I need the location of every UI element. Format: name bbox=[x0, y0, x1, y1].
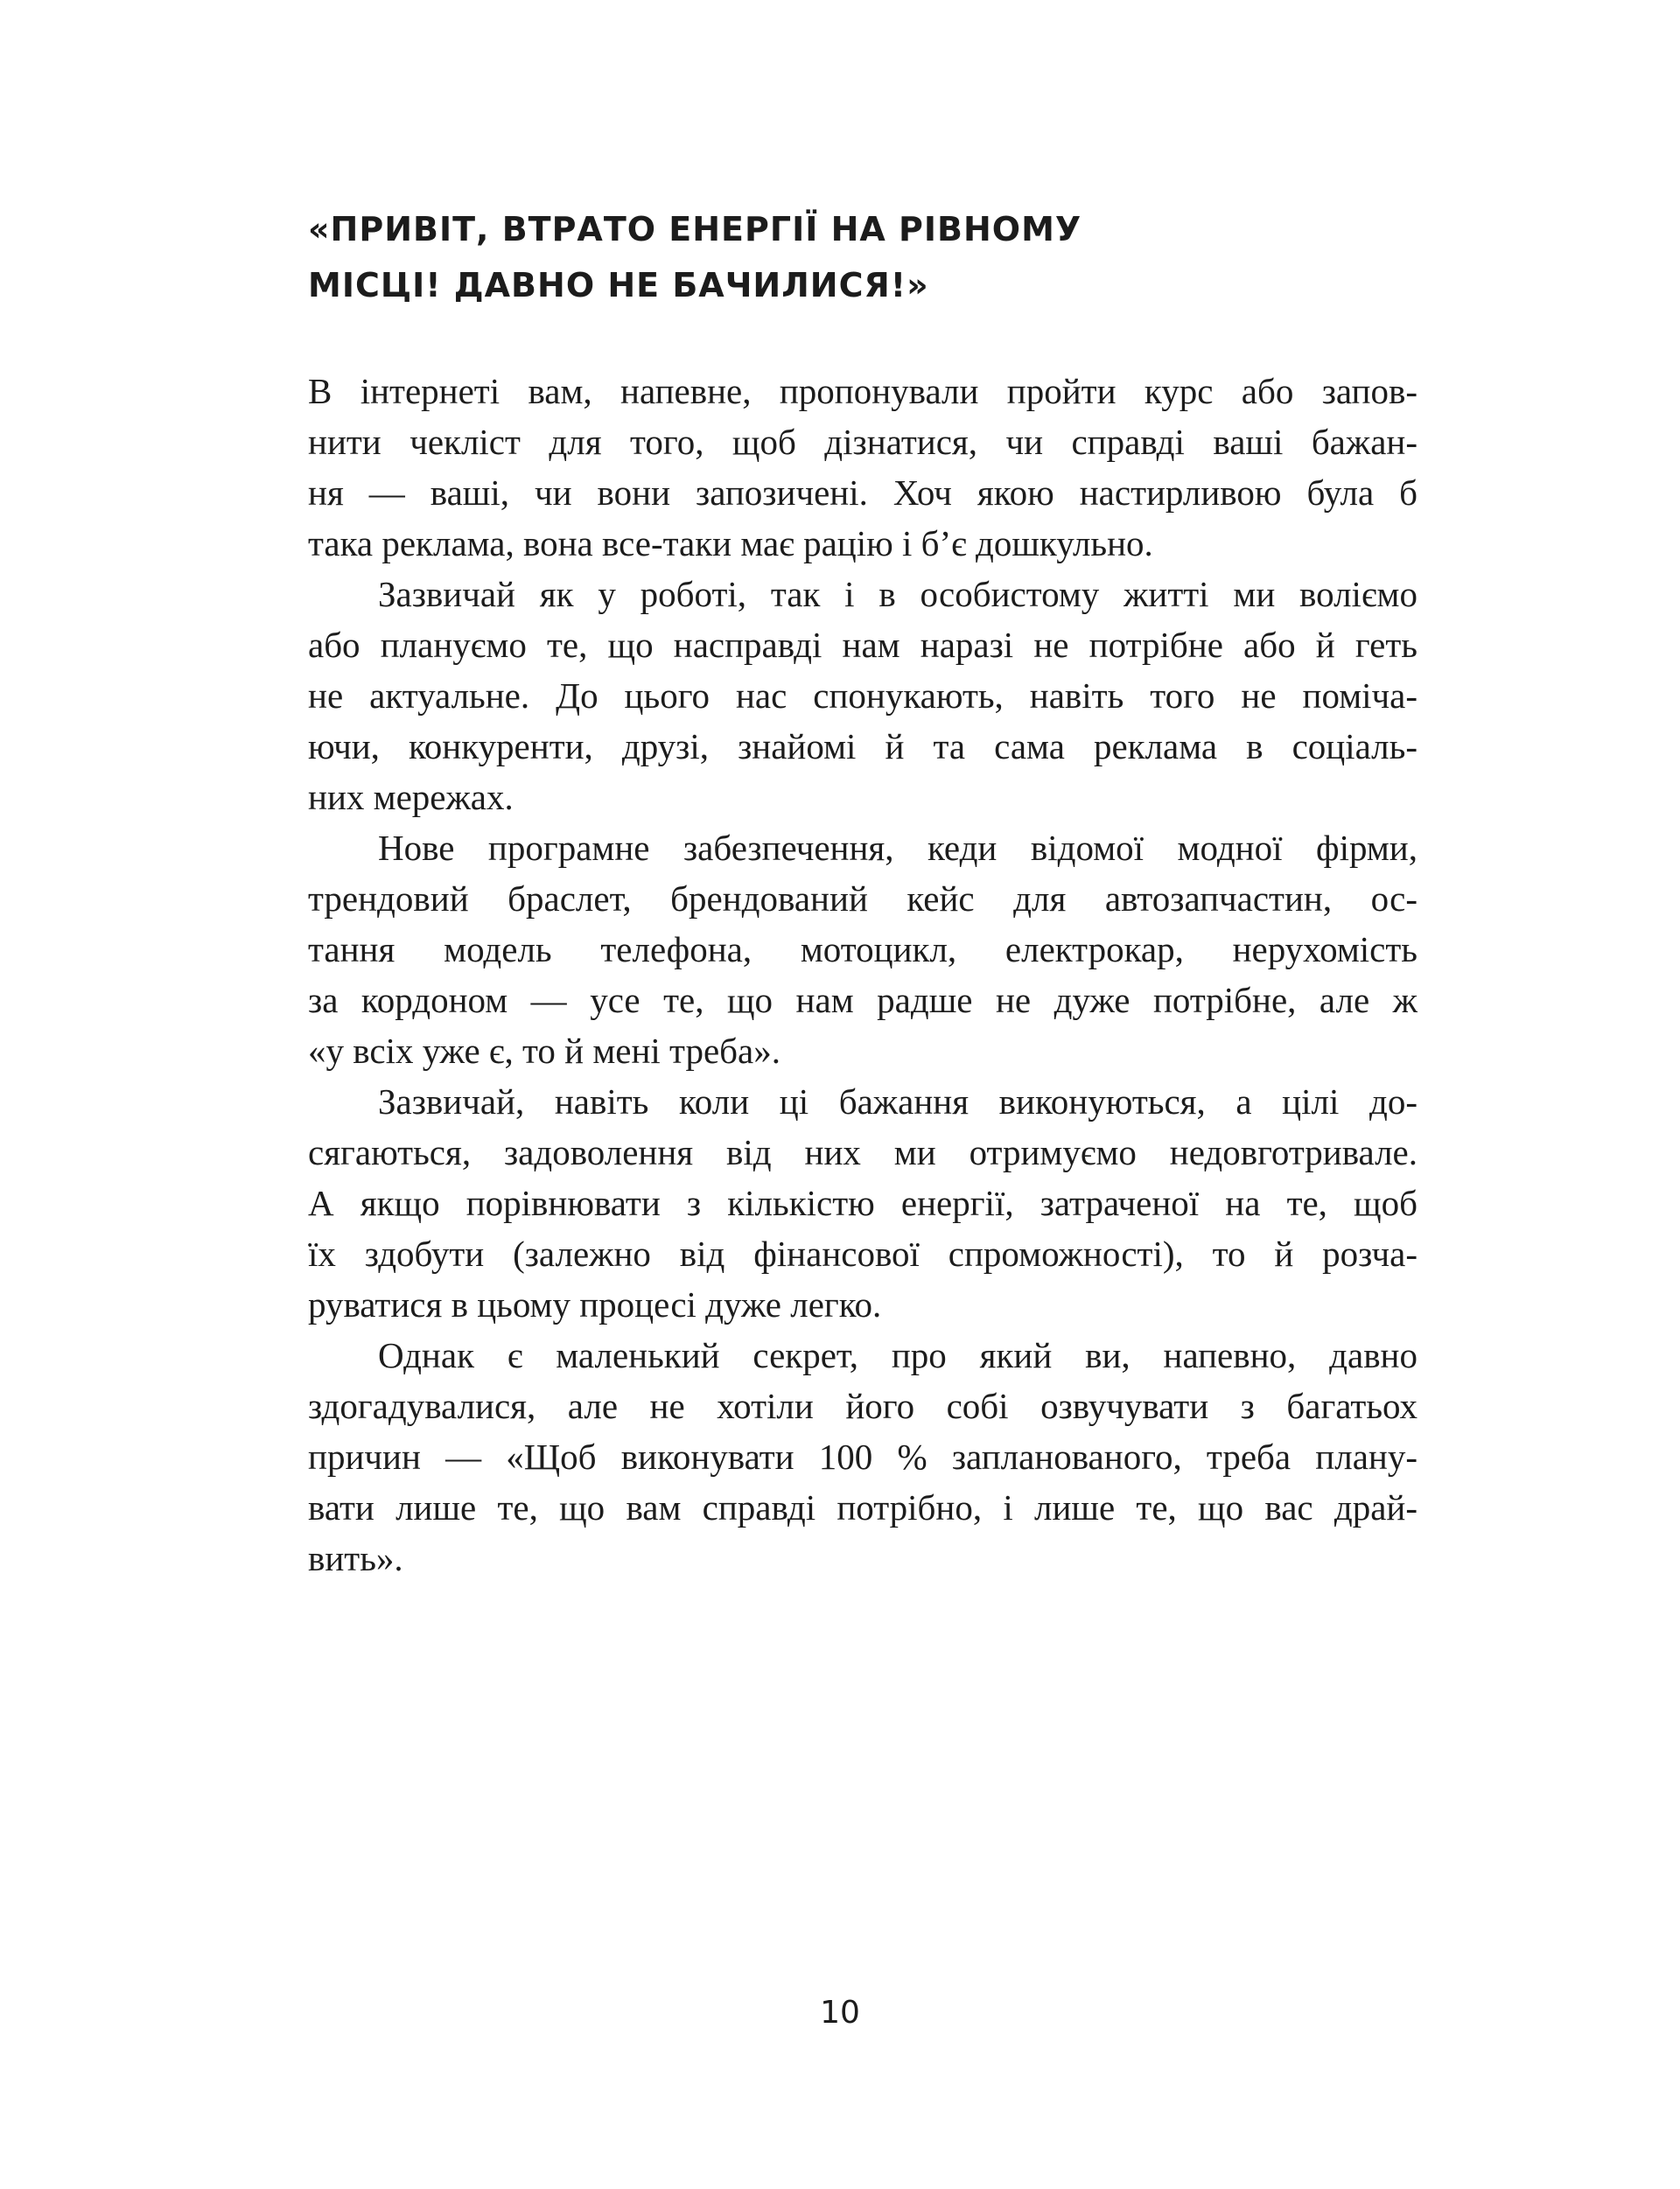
text-line: руватися в цьому процесі дуже легко. bbox=[308, 1284, 882, 1325]
text-line: не актуальне. До цього нас спонукають, навіть того не поміча- bbox=[308, 675, 1418, 716]
text-line: ня — ваші, чи вони запозичені. Хоч якою настирливою була б bbox=[308, 472, 1418, 513]
text-line: «у всіх уже є, то й мені треба». bbox=[308, 1031, 780, 1071]
body-text bbox=[308, 366, 1418, 1584]
text-line: за кордоном — усе те, що нам радше не дуже потрібне, але ж bbox=[308, 980, 1418, 1020]
text-line: причин — «Щоб виконувати 100 % запланованого, треба плану- bbox=[308, 1437, 1418, 1477]
text-line: них мережах. bbox=[308, 777, 514, 817]
heading-line-2: МІСЦІ! ДАВНО НЕ БАЧИЛИСЯ!» bbox=[308, 266, 929, 304]
text-line: або плануємо те, що насправді нам наразі не потрібне або й геть bbox=[308, 625, 1418, 665]
text-line: Зазвичай як у роботі, так і в особистому житті ми воліємо bbox=[378, 574, 1418, 614]
text-line: сягаються, задоволення від них ми отримуємо недовготривале. bbox=[308, 1132, 1418, 1172]
paragraph bbox=[308, 366, 1418, 569]
text-line: така реклама, вона все-таки має рацію і б’є дошкульно. bbox=[308, 523, 1153, 563]
text-line: вати лише те, що вам справді потрібно, і лише те, що вас драй- bbox=[308, 1487, 1418, 1528]
paragraph bbox=[308, 1076, 1418, 1330]
paragraph bbox=[308, 569, 1418, 822]
text-line: Однак є маленький секрет, про який ви, напевно, давно bbox=[378, 1335, 1418, 1375]
text-line: вить». bbox=[308, 1538, 403, 1578]
chapter-heading bbox=[308, 201, 1446, 313]
text-line: тання модель телефона, мотоцикл, електрокар, нерухомість bbox=[308, 929, 1418, 969]
text-line: нити чекліст для того, щоб дізнатися, чи справді ваші бажан- bbox=[308, 422, 1418, 462]
heading-line-1: «ПРИВІТ, ВТРАТО ЕНЕРГІЇ НА РІВНОМУ bbox=[308, 210, 1082, 248]
text-line: трендовий браслет, брендований кейс для автозапчастин, ос- bbox=[308, 878, 1418, 919]
text-line: Нове програмне забезпечення, кеди відомої модної фірми, bbox=[378, 828, 1418, 868]
text-line: В інтернеті вам, напевне, пропонували пройти курс або запов- bbox=[308, 371, 1418, 411]
paragraph bbox=[308, 822, 1418, 1076]
text-line: А якщо порівнювати з кількістю енергії, затраченої на те, щоб bbox=[308, 1183, 1418, 1223]
page-number: 10 bbox=[820, 1995, 860, 2031]
text-line: ючи, конкуренти, друзі, знайомі й та сама реклама в соціаль- bbox=[308, 726, 1418, 766]
text-line: здогадувалися, але не хотіли його собі озвучувати з багатьох bbox=[308, 1386, 1418, 1426]
paragraph bbox=[308, 1330, 1418, 1584]
text-line: їх здобути (залежно від фінансової спроможності), то й розча- bbox=[308, 1234, 1418, 1274]
text-line: Зазвичай, навіть коли ці бажання виконуються, а цілі до- bbox=[378, 1081, 1418, 1122]
